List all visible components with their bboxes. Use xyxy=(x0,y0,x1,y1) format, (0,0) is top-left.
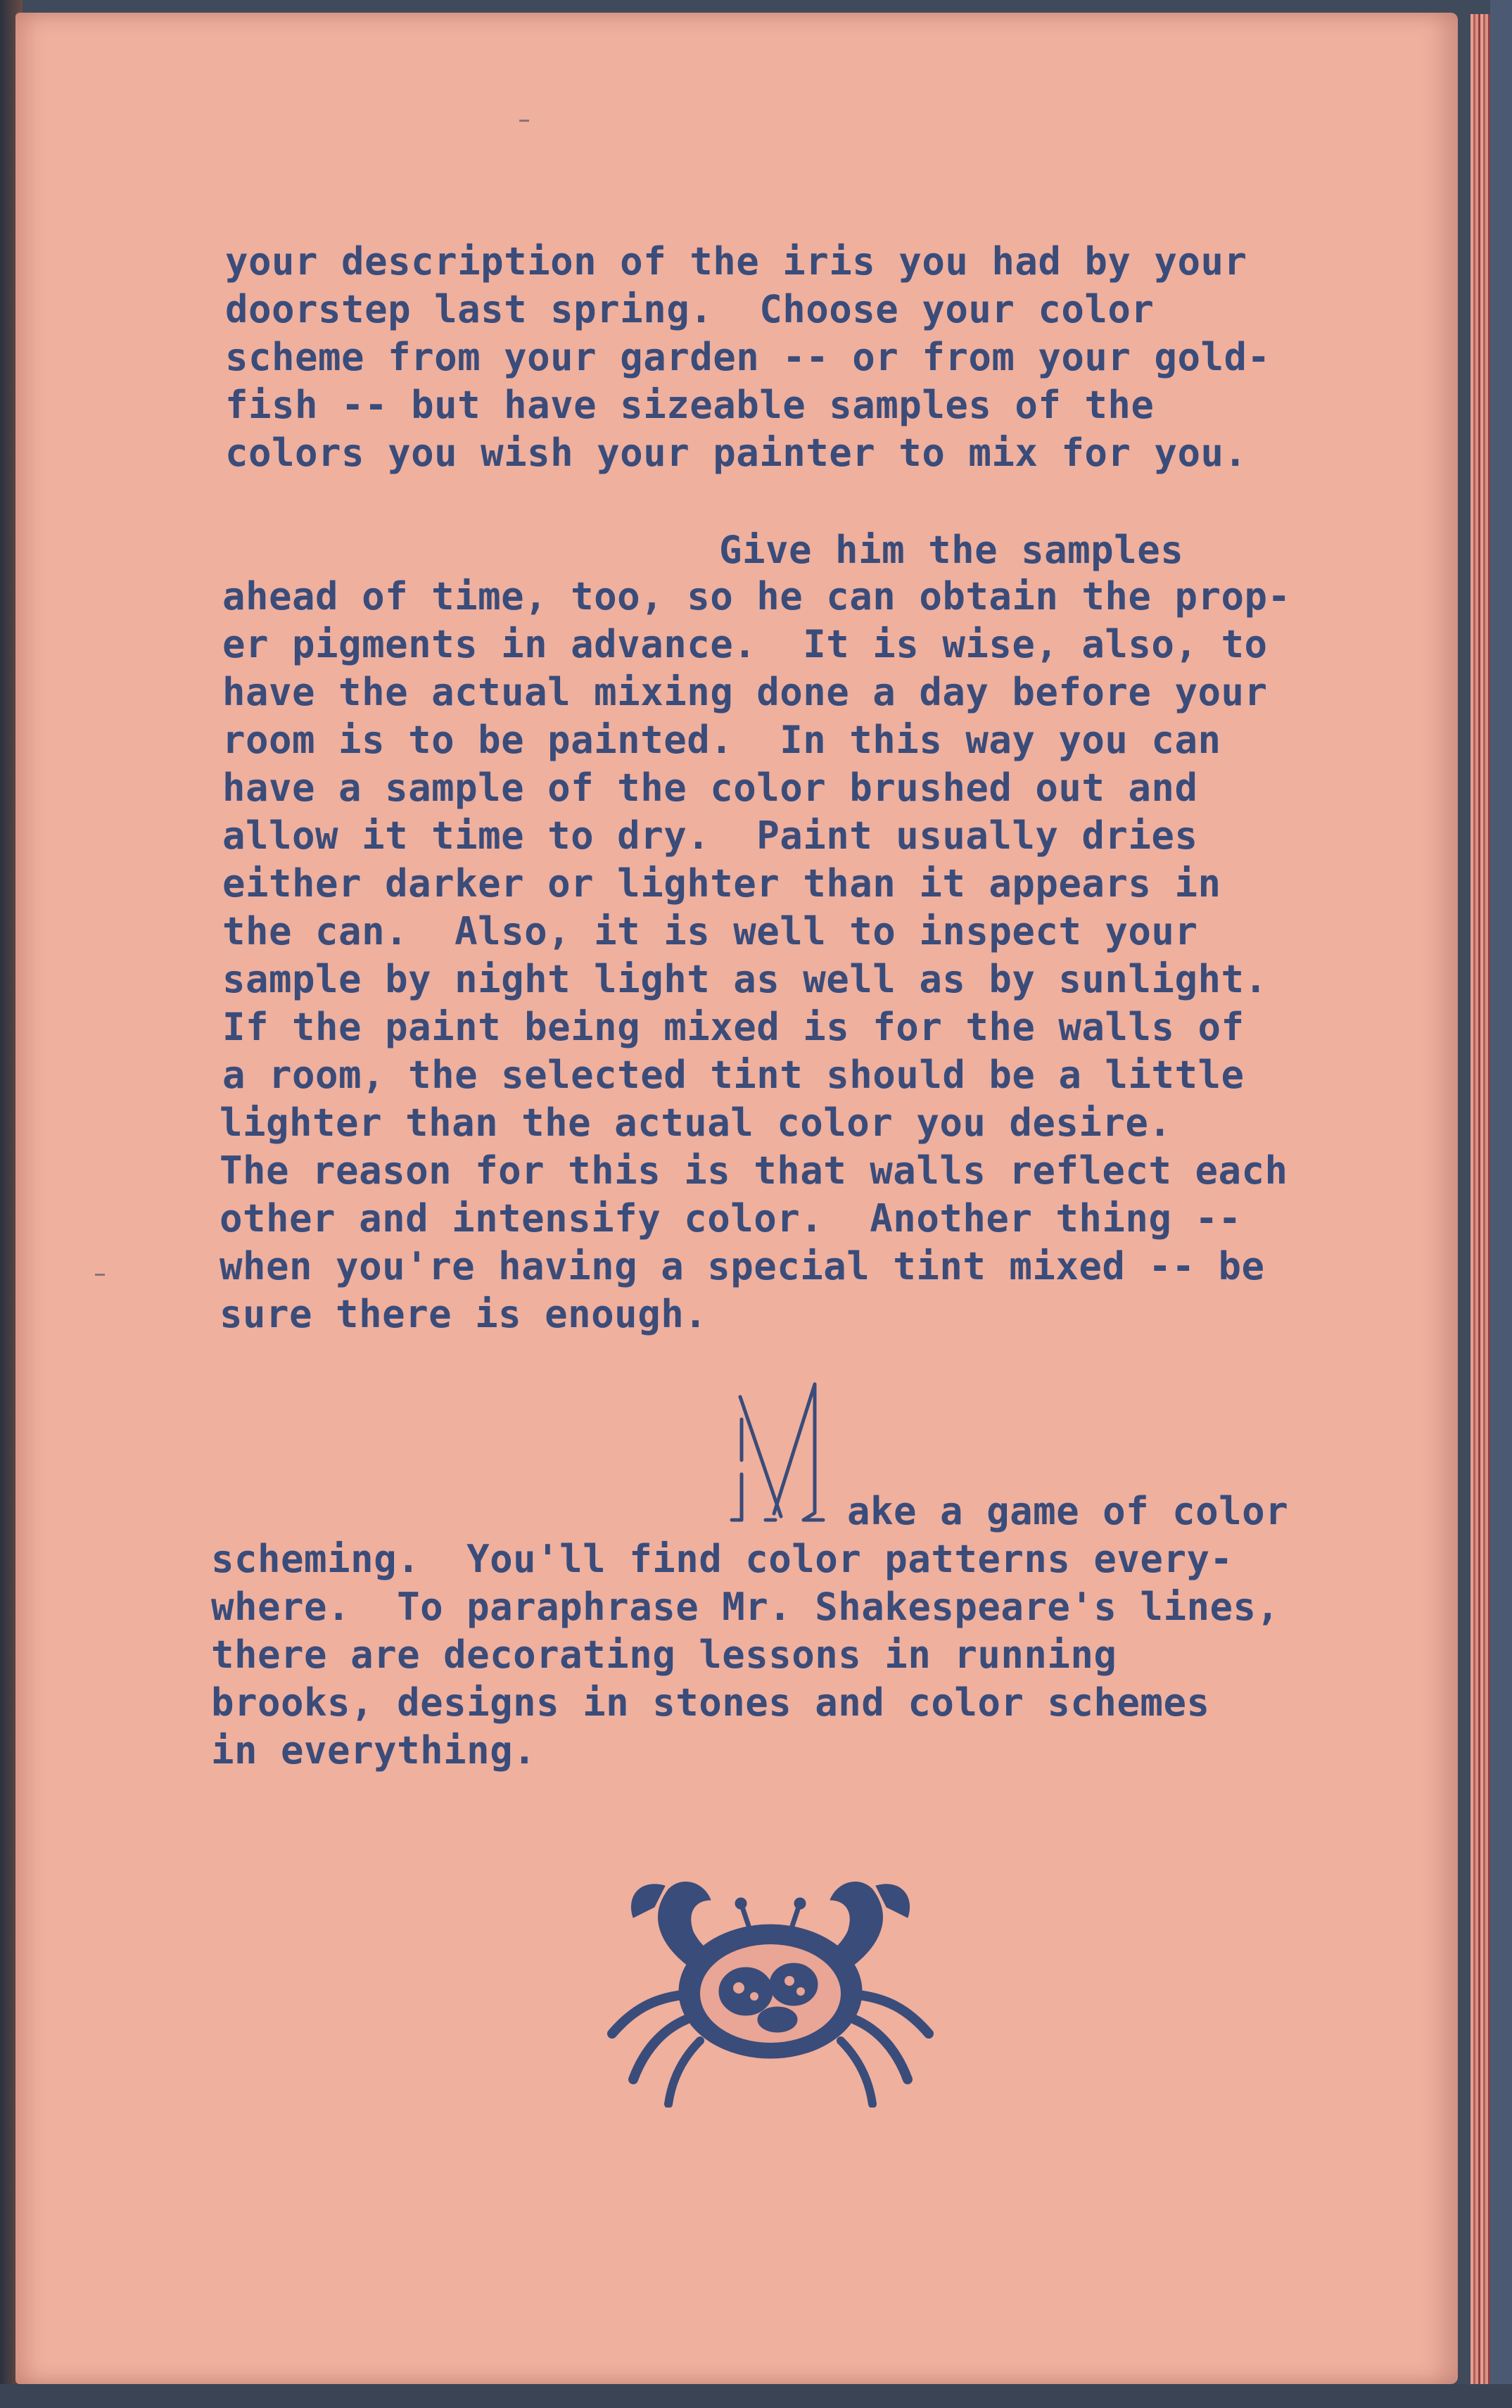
text-line: room is to be painted. In this way you can xyxy=(222,718,1221,762)
text-line: a room, the selected tint should be a little xyxy=(222,1053,1245,1097)
text-line: allow it time to dry. Paint usually dries xyxy=(222,813,1198,858)
text-line: If the paint being mixed is for the walls of xyxy=(222,1005,1245,1049)
text-line: ake a game of color xyxy=(847,1489,1289,1533)
text-line: fish -- but have sizeable samples of the xyxy=(225,383,1155,427)
crab-icon xyxy=(605,1868,936,2108)
text-line: scheming. You'll find color patterns every- xyxy=(211,1537,1233,1581)
text-line: lighter than the actual color you desire. xyxy=(220,1101,1172,1145)
text-line: Give him the samples xyxy=(719,528,1184,572)
text-line: doorstep last spring. Choose your color xyxy=(225,287,1155,331)
text-line: have a sample of the color brushed out and xyxy=(222,766,1198,810)
text-line: your description of the iris you had by your xyxy=(225,239,1247,284)
text-line: brooks, designs in stones and color schemes xyxy=(211,1680,1210,1725)
text-line: when you're having a special tint mixed -- be xyxy=(220,1244,1265,1288)
text-line: either darker or lighter than it appears in xyxy=(222,861,1221,906)
text-line: er pigments in advance. It is wise, also, to xyxy=(222,622,1268,666)
text-line: there are decorating lessons in running xyxy=(211,1633,1117,1677)
text-line: sure there is enough. xyxy=(220,1292,708,1336)
text-line: scheme from your garden -- or from your gold- xyxy=(225,335,1271,379)
text-line: where. To paraphrase Mr. Shakespeare's lines, xyxy=(211,1585,1280,1629)
text-line: sample by night light as well as by sunlight. xyxy=(222,957,1268,1001)
text-line: have the actual mixing done a day before your xyxy=(222,670,1268,714)
text-line: ahead of time, too, so he can obtain the prop- xyxy=(222,574,1291,619)
text-line: The reason for this is that walls reflect each xyxy=(220,1148,1288,1193)
text-line: in everything. xyxy=(211,1728,537,1773)
text-line: other and intensify color. Another thing -- xyxy=(220,1196,1242,1241)
text-line: colors you wish your painter to mix for you. xyxy=(225,431,1247,475)
drop-cap-letter xyxy=(725,1376,837,1527)
text-line: the can. Also, it is well to inspect your xyxy=(222,909,1198,953)
